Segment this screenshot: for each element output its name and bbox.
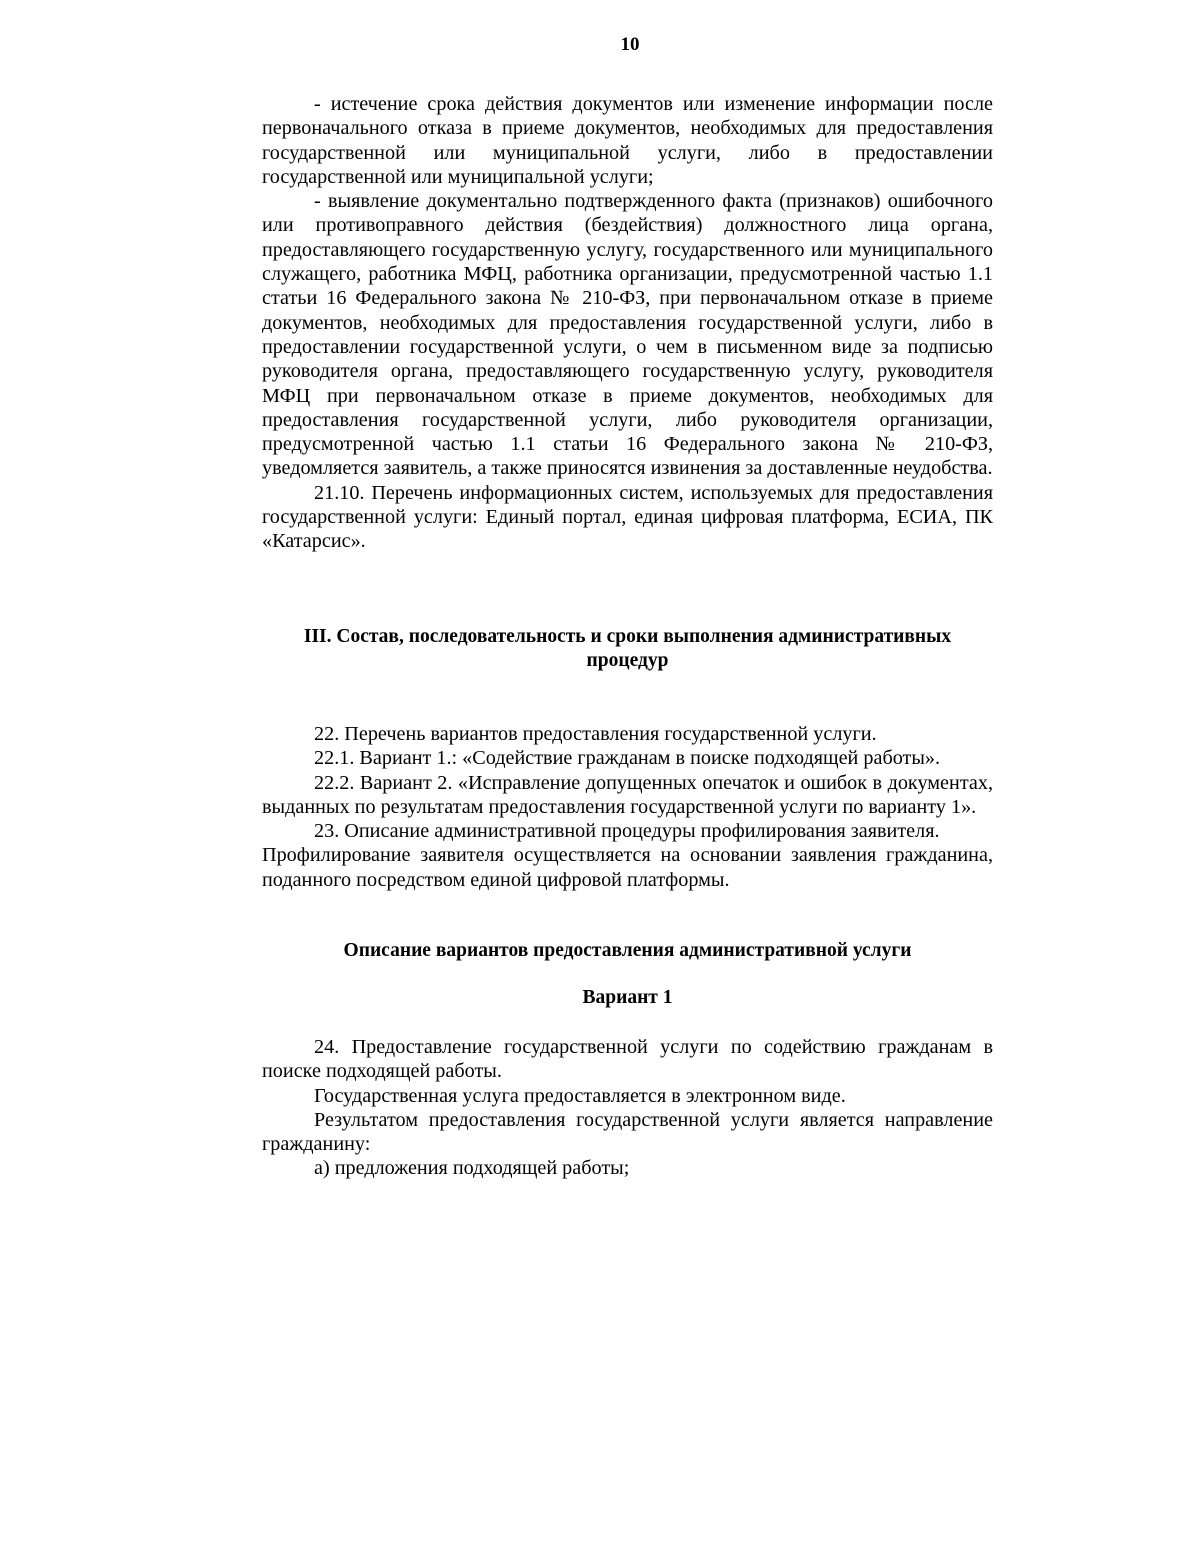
paragraph-error-detection: - выявление документально подтвержденного факта (признаков) ошибочного или противоправного действия (бездействия) должностного лица органа, предоставляющего государственную услугу, государственного или муниципального служащего, работника МФЦ, работника организации, предусмотренной частью 1.1 статьи 16 Федерального закона № 210-ФЗ, при первоначальном отказе в приеме документов, необходимых для предоставления государственной услуги, либо в предоставлении государственной услуги, о чем в письменном виде за подписью руководителя органа, предоставляющего государственную услугу, руководителя МФЦ при первоначальном отказе в приеме документов, необходимых для предоставления государственной услуги, либо руководителя организации, предусмотренной частью 1.1 статьи 16 Федерального закона № 210-ФЗ, уведомляется заявитель, а также приносятся извинения за доставленные неудобства.: [262, 190, 993, 480]
section-three-heading-block: [262, 625, 993, 674]
page-number: 10: [620, 34, 640, 55]
variants-heading-block: [262, 939, 993, 963]
paragraph-electronic: Государственная услуга предоставляется в электронном виде.: [314, 1084, 846, 1107]
paragraph-profiling: Профилирование заявителя осуществляется на основании заявления гражданина, поданного посредством единой цифровой платформы.: [262, 844, 993, 891]
variant-1-body: [262, 1035, 993, 1181]
variant-1-heading-block: [262, 986, 993, 1010]
paragraph-22: 22. Перечень вариантов предоставления государственной услуги.: [314, 723, 877, 745]
paragraph-result: Результатом предоставления государственной услуги является направление гражданину:: [262, 1108, 993, 1156]
paragraph-24: 24. Предоставление государственной услуги по содействию гражданам в поиске подходящей работы.: [262, 1036, 993, 1083]
paragraph-22-1: 22.1. Вариант 1.: «Содействие гражданам в поиске подходящей работы».: [314, 747, 941, 770]
paragraph-23: 23. Описание административной процедуры профилирования заявителя.: [314, 820, 940, 843]
paragraph-22-2: 22.2. Вариант 2. «Исправление допущенных опечаток и ошибок в документах, выданных по результатам предоставления государственной услуги по варианту 1».: [262, 771, 993, 818]
section-three-heading: III. Состав, последовательность и сроки выполнения административных процедур: [303, 626, 952, 672]
paragraph-item-a: а) предложения подходящей работы;: [314, 1157, 630, 1180]
variant-1-heading: Вариант 1: [582, 987, 673, 1008]
paragraph-21-10: 21.10. Перечень информационных систем, используемых для предоставления государственной услуги: Единый портал, единая цифровая платформа, ЕСИА, ПК «Катарсис».: [262, 481, 993, 553]
paragraph-expiry: - истечение срока действия документов или изменение информации после первоначального отказа в приеме документов, необходимых для предоставления государственной или муниципальной услуги, либо в предоставлении государственной или муниципальной услуги;: [262, 93, 993, 188]
body-top: [262, 92, 993, 554]
section-three-body: [262, 722, 993, 892]
variants-heading: Описание вариантов предоставления административной услуги: [343, 940, 912, 961]
